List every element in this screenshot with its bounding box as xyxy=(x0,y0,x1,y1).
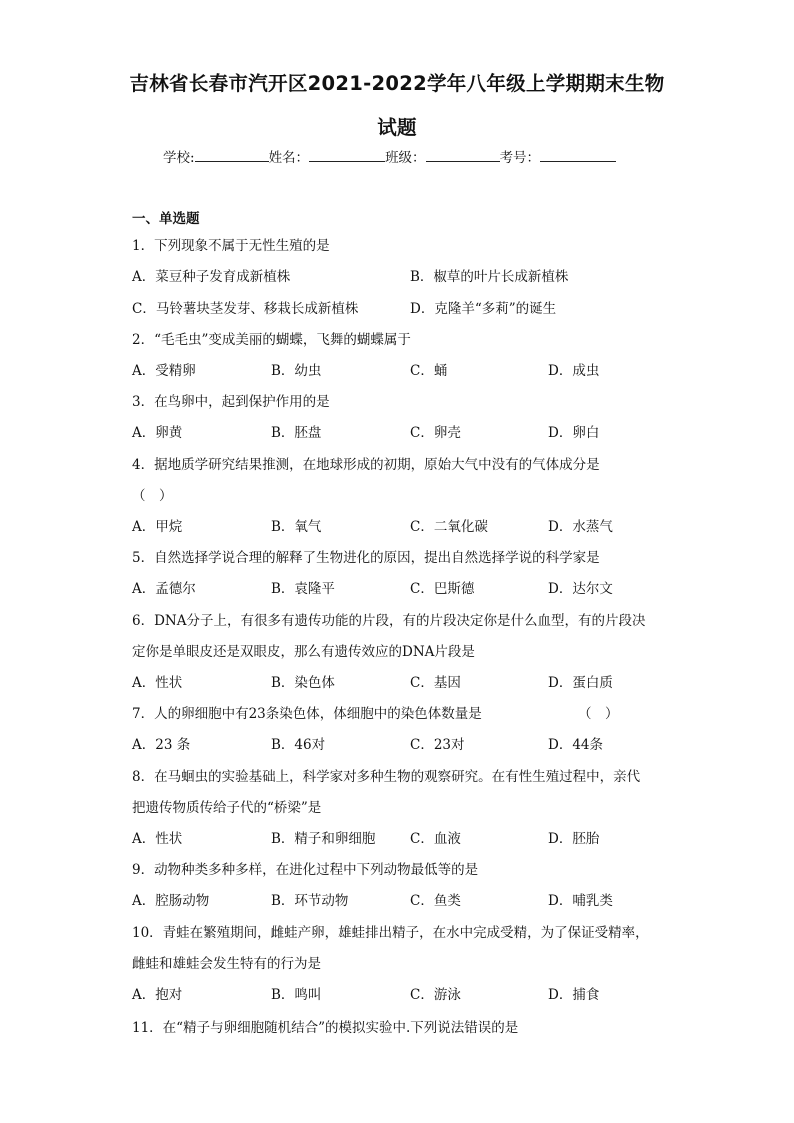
class-blank xyxy=(426,147,500,162)
question-11-stem: 11．在“精子与卵细胞随机结合”的模拟实验中.下列说法错误的是 xyxy=(132,1020,519,1036)
question-6-stem-line2: 定你是单眼皮还是双眼皮，那么有遗传效应的DNA片段是 xyxy=(132,644,475,660)
question-7-answer-blank: （ ） xyxy=(578,706,619,722)
question-10-stem-line2: 雌蛙和雄蛙会发生特有的行为是 xyxy=(132,956,321,972)
question-5-option-c: C．巴斯德 xyxy=(410,581,475,597)
question-4-stem: 4．据地质学研究结果推测，在地球形成的初期，原始大气中没有的气体成分是 xyxy=(132,457,600,473)
question-10-option-a: A．抱对 xyxy=(132,987,183,1003)
question-6-option-d: D．蛋白质 xyxy=(548,675,613,691)
question-1-option-c: C．马铃薯块茎发芽、移栽长成新植株 xyxy=(132,301,359,317)
question-3-option-d: D．卵白 xyxy=(548,425,600,441)
question-8-option-b: B．精子和卵细胞 xyxy=(271,831,376,847)
question-4-stem-blank: （ ） xyxy=(132,488,173,504)
question-2-option-d: D．成虫 xyxy=(548,363,600,379)
question-3-stem: 3．在鸟卵中，起到保护作用的是 xyxy=(132,394,330,410)
question-1-option-b: B．椒草的叶片长成新植株 xyxy=(410,269,569,285)
school-label: 学校: xyxy=(163,150,195,166)
question-7-option-b: B．46对 xyxy=(271,737,326,753)
question-6-stem-line1: 6．DNA分子上，有很多有遗传功能的片段，有的片段决定你是什么血型，有的片段决 xyxy=(132,613,646,629)
question-8-stem-line1: 8．在马蛔虫的实验基础上，科学家对多种生物的观察研究。在有性生殖过程中，亲代 xyxy=(132,769,641,785)
question-5-stem: 5．自然选择学说合理的解释了生物进化的原因，提出自然选择学说的科学家是 xyxy=(132,550,600,566)
question-6-option-b: B．染色体 xyxy=(271,675,335,691)
question-7-stem: 7．人的卵细胞中有23条染色体，体细胞中的染色体数量是 xyxy=(132,706,482,722)
question-2-option-c: C．蛹 xyxy=(410,363,448,379)
question-8-stem-line2: 把遗传物质传给子代的“桥梁”是 xyxy=(132,800,322,816)
question-9-option-d: D．哺乳类 xyxy=(548,893,613,909)
question-9-option-a: A．腔肠动物 xyxy=(132,893,210,909)
question-8-option-c: C．血液 xyxy=(410,831,461,847)
question-3-option-b: B．胚盘 xyxy=(271,425,322,441)
question-4-option-d: D．水蒸气 xyxy=(548,519,613,535)
question-3-option-c: C．卵壳 xyxy=(410,425,461,441)
question-9-option-b: B．环节动物 xyxy=(271,893,349,909)
question-1-option-a: A．菜豆种子发育成新植株 xyxy=(132,269,291,285)
exam-no-label: 考号： xyxy=(499,150,541,166)
exam-title-line1: 吉林省长春市汽开区2021-2022学年八年级上学期期末生物 xyxy=(129,72,665,95)
student-info-row xyxy=(163,146,616,166)
name-label: 姓名： xyxy=(268,150,310,166)
school-blank xyxy=(195,147,269,162)
question-6-option-c: C．基因 xyxy=(410,675,461,691)
question-7-option-c: C．23对 xyxy=(410,737,465,753)
question-8-option-a: A．性状 xyxy=(132,831,183,847)
name-blank xyxy=(309,147,385,162)
exam-title-line2: 试题 xyxy=(377,116,417,139)
question-9-option-c: C．鱼类 xyxy=(410,893,461,909)
question-2-stem: 2．“毛毛虫”变成美丽的蝴蝶，飞舞的蝴蝶属于 xyxy=(132,332,411,348)
question-1-stem: 1．下列现象不属于无性生殖的是 xyxy=(132,238,330,254)
question-10-option-d: D．捕食 xyxy=(548,987,600,1003)
question-5-option-a: A．孟德尔 xyxy=(132,581,196,597)
question-1-option-d: D．克隆羊“多莉”的诞生 xyxy=(410,301,557,317)
question-4-option-a: A．甲烷 xyxy=(132,519,183,535)
question-3-option-a: A．卵黄 xyxy=(132,425,183,441)
question-9-stem: 9．动物种类多种多样，在进化过程中下列动物最低等的是 xyxy=(132,862,479,878)
question-6-option-a: A．性状 xyxy=(132,675,183,691)
question-2-option-b: B．幼虫 xyxy=(271,363,322,379)
question-4-option-b: B．氧气 xyxy=(271,519,322,535)
question-7-option-d: D．44条 xyxy=(548,737,604,753)
question-2-option-a: A．受精卵 xyxy=(132,363,196,379)
question-5-option-d: D．达尔文 xyxy=(548,581,613,597)
question-10-stem-line1: 10．青蛙在繁殖期间，雌蛙产卵，雄蛙排出精子，在水中完成受精，为了保证受精率， xyxy=(132,925,649,941)
question-7-option-a: A．23 条 xyxy=(132,737,191,753)
question-4-option-c: C．二氧化碳 xyxy=(410,519,488,535)
question-10-option-c: C．游泳 xyxy=(410,987,461,1003)
question-5-option-b: B．袁隆平 xyxy=(271,581,335,597)
section-heading: 一、单选题 xyxy=(132,211,200,227)
exam-no-blank xyxy=(540,147,616,162)
question-8-option-d: D．胚胎 xyxy=(548,831,600,847)
class-label: 班级： xyxy=(385,150,426,166)
question-10-option-b: B．鸣叫 xyxy=(271,987,322,1003)
